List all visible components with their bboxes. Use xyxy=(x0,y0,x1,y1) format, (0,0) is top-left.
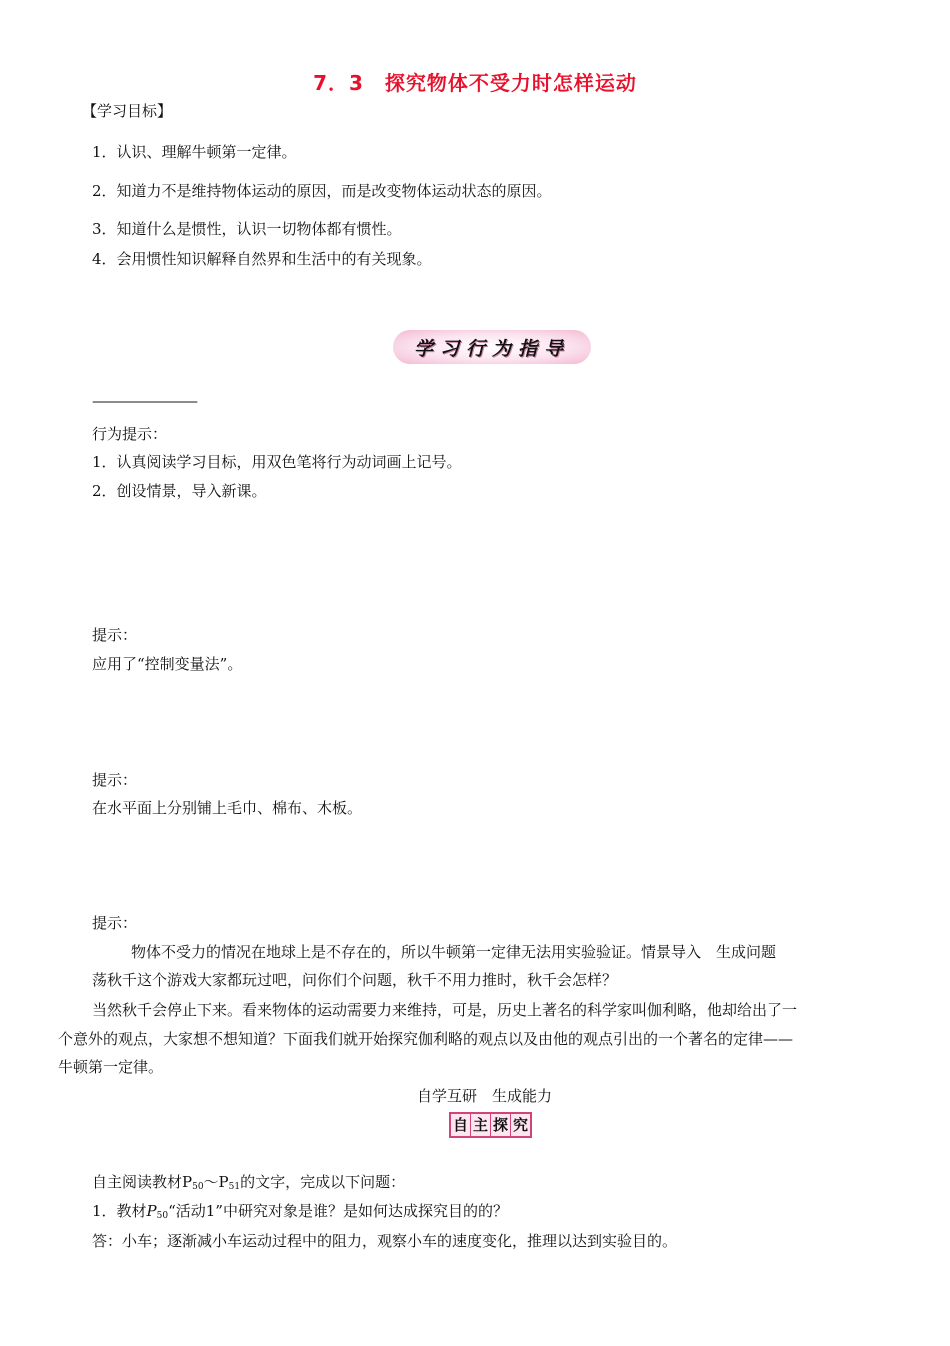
badge-char: 究 xyxy=(512,1116,528,1134)
paragraph-line: 牛顿第一定律。 xyxy=(58,1058,164,1076)
question-prefix: 1．教材 xyxy=(92,1202,147,1220)
badge-char: 自 xyxy=(451,1114,471,1136)
behavior-tip-item: 1．认真阅读学习目标，用双色笔将行为动词画上记号。 xyxy=(92,453,462,471)
tip-text: 应用了“控制变量法”。 xyxy=(92,655,243,673)
page-subscript: 50 xyxy=(156,1211,169,1221)
page-title: 7．3 探究物体不受力时怎样运动 xyxy=(313,71,637,95)
question-page-letter: P xyxy=(146,1202,157,1220)
paragraph-line: 荡秋千这个游戏大家都玩过吧，问你们个问题，秋千不用力推时，秋千会怎样？ xyxy=(92,971,618,989)
tip-text: 在水平面上分别铺上毛巾、棉布、木板。 xyxy=(92,799,363,817)
paragraph-line: 个意外的观点，大家想不想知道？下面我们就开始探究伽利略的观点以及由他的观点引出的一个著名的定律—— xyxy=(58,1030,794,1048)
paragraph-line: 当然秋千会停止下来。看来物体的运动需要力来维持，可是，历史上著名的科学家叫伽利略，他却给出了一 xyxy=(92,1001,798,1019)
objective-item: 4．会用惯性知识解释自然界和生活中的有关现象。 xyxy=(92,250,432,268)
objective-item: 2．知道力不是维持物体运动的原因，而是改变物体运动状态的原因。 xyxy=(92,182,552,200)
section-heading: 自学互研 生成能力 xyxy=(417,1087,553,1105)
reading-instruction xyxy=(92,1172,405,1197)
tip-label: 提示： xyxy=(92,626,138,644)
reading-suffix: 的文字，完成以下问题： xyxy=(240,1173,406,1191)
tip-label: 提示： xyxy=(92,914,138,932)
reading-prefix: 自主阅读教材P xyxy=(92,1173,193,1191)
page-subscript: 50 xyxy=(192,1182,204,1192)
page-subscript: 51 xyxy=(228,1182,241,1192)
reading-mid: ～P xyxy=(203,1173,229,1191)
tip-text: 物体不受力的情况在地球上是不存在的，所以牛顿第一定律无法用实验验证。情景导入 生成问题 xyxy=(131,943,777,961)
objective-item: 1．认识、理解牛顿第一定律。 xyxy=(92,143,297,161)
guidance-banner xyxy=(393,330,591,364)
behavior-tips-label: 行为提示： xyxy=(92,425,168,443)
question-suffix: “活动1”中研究对象是谁？是如何达成探究目的的？ xyxy=(168,1202,508,1220)
divider-line: ———————— xyxy=(92,392,196,410)
answer-1: 答：小车；逐渐减小车运动过程中的阻力，观察小车的速度变化，推理以达到实验目的。 xyxy=(92,1232,678,1250)
behavior-tip-item: 2．创设情景，导入新课。 xyxy=(92,482,267,500)
badge-char: 主 xyxy=(471,1114,491,1136)
badge-char: 探 xyxy=(491,1114,511,1136)
banner-text: 学习行为指导 xyxy=(413,337,570,360)
tip-label: 提示： xyxy=(92,771,138,789)
question-1 xyxy=(92,1201,508,1226)
self-study-badge xyxy=(449,1112,532,1138)
objectives-heading: 【学习目标】 xyxy=(82,102,173,120)
objective-item: 3．知道什么是惯性，认识一切物体都有惯性。 xyxy=(92,220,402,238)
